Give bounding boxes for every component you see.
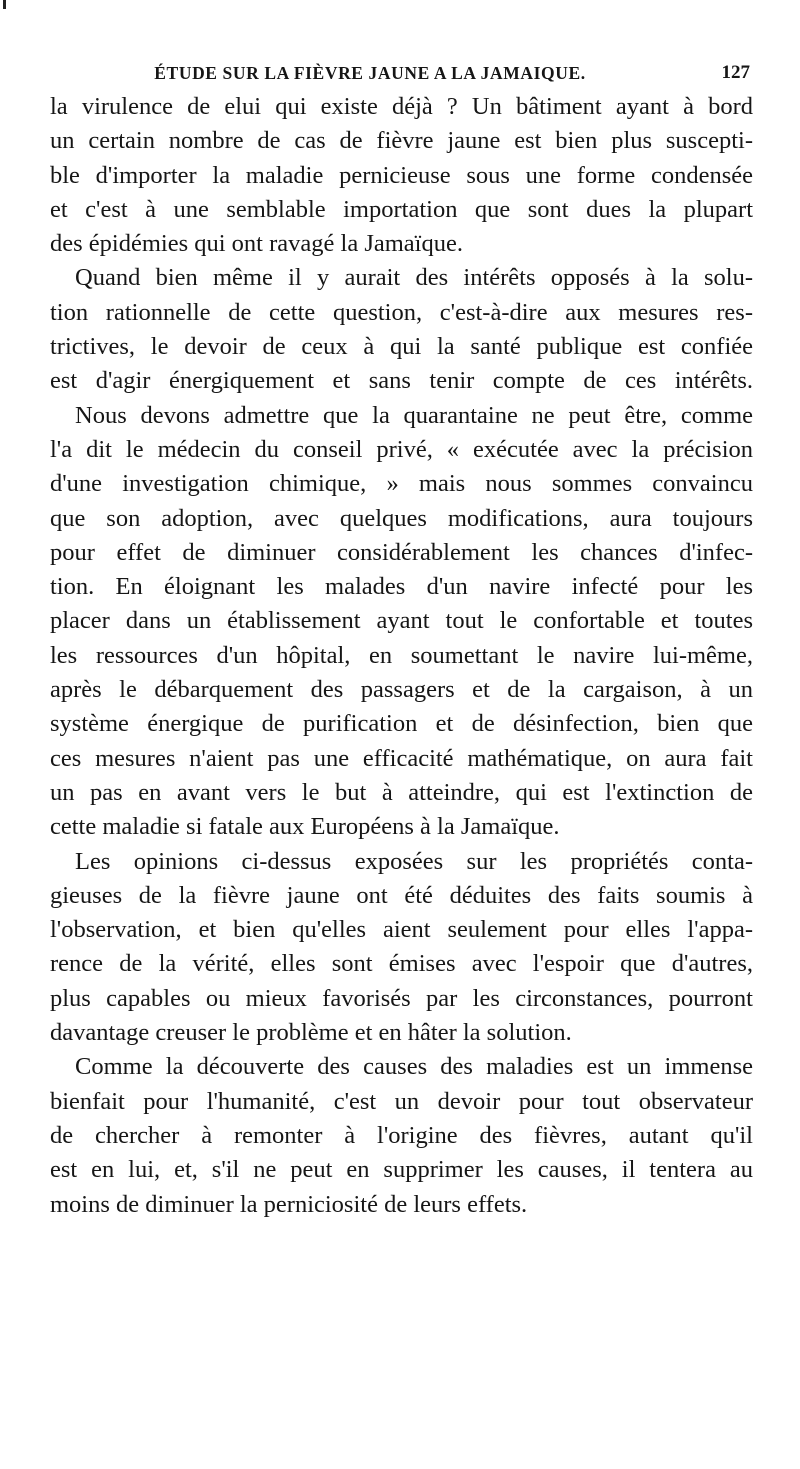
text-line: bienfait pour l'humanité, c'est un devoir pour tout observateur [50,1087,753,1115]
page-number: 127 [721,62,750,83]
text-line: gieuses de la fièvre jaune ont été déduites des faits soumis à [50,881,753,909]
body-text [50,90,753,1222]
text-line: Comme la découverte des causes des maladies est un immense [75,1053,753,1081]
text-line: Quand bien même il y aurait des intérêts opposés à la solu- [75,264,753,292]
running-head [50,60,750,86]
text-line: pour effet de diminuer considérablement les chances d'infec- [50,538,753,566]
text-line: de chercher à remonter à l'origine des fièvres, autant qu'il [50,1121,753,1149]
text-line: un certain nombre de cas de fièvre jaune est bien plus suscepti- [50,127,753,155]
text-line: Nous devons admettre que la quarantaine ne peut être, comme [75,401,753,429]
text-line: l'a dit le médecin du conseil privé, « exécutée avec la précision [50,435,753,463]
text-line: ces mesures n'aient pas une efficacité mathématique, on aura fait [50,744,753,772]
text-line: cette maladie si fatale aux Européens à la Jamaïque. [50,813,560,841]
text-line: des épidémies qui ont ravagé la Jamaïque. [50,230,463,258]
running-title: ÉTUDE SUR LA FIÈVRE JAUNE A LA JAMAIQUE. [154,63,586,83]
text-line: l'observation, et bien qu'elles aient seulement pour elles l'appa- [50,916,753,944]
text-line: rence de la vérité, elles sont émises avec l'espoir que d'autres, [50,950,753,978]
text-line: moins de diminuer la perniciosité de leurs effets. [50,1190,528,1218]
text-line: Les opinions ci-dessus exposées sur les propriétés conta- [75,847,753,875]
text-line: davantage creuser le problème et en hâter la solution. [50,1019,572,1047]
text-line: d'une investigation chimique, » mais nous sommes convaincu [50,470,753,498]
text-line: après le débarquement des passagers et de la cargaison, à un [50,676,753,704]
text-line: système énergique de purification et de désinfection, bien que [50,710,753,738]
text-line: est d'agir énergiquement et sans tenir compte de ces intérêts. [50,367,753,395]
text-line: que son adoption, avec quelques modifications, aura toujours [50,504,753,532]
text-line: la virulence de elui qui existe déjà ? Un bâtiment ayant à bord [50,93,753,120]
text-line: est en lui, et, s'il ne peut en supprimer les causes, il tentera au [50,1156,753,1184]
scan-mark [3,0,6,9]
text-line: les ressources d'un hôpital, en soumettant le navire lui-même, [50,641,753,669]
text-line: ble d'importer la maladie pernicieuse sous une forme condensée [50,161,753,189]
text-line: placer dans un établissement ayant tout le confortable et toutes [50,607,753,635]
text-line: plus capables ou mieux favorisés par les circonstances, pourront [50,984,753,1012]
text-line: et c'est à une semblable importation que sont dues la plupart [50,195,753,223]
text-line: trictives, le devoir de ceux à qui la santé publique est confiée [50,333,753,361]
text-line: un pas en avant vers le but à atteindre, qui est l'extinction de [50,778,753,806]
text-line: tion rationnelle de cette question, c'est-à-dire aux mesures res- [50,298,753,326]
text-line: tion. En éloignant les malades d'un navire infecté pour les [50,573,753,601]
